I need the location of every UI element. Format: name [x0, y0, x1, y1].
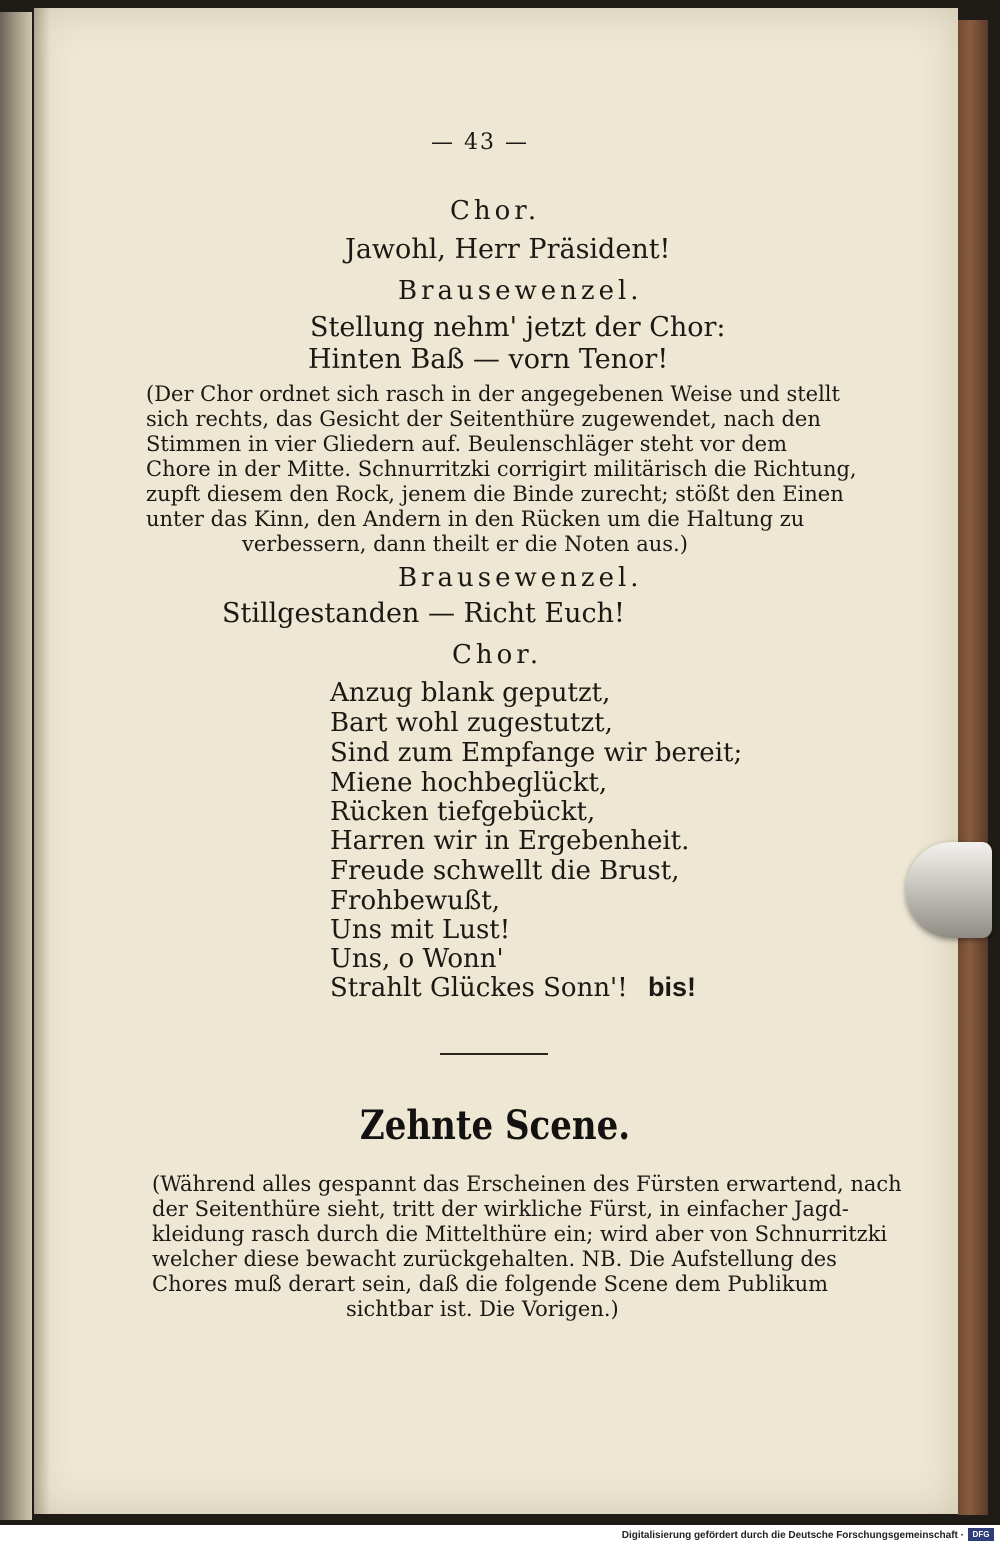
- stage-direction-line: sich rechts, das Gesicht der Seitenthüre zugewendet, nach den: [146, 407, 821, 431]
- scene-heading: Zehnte Scene.: [359, 1102, 631, 1149]
- speaker-chor: Chor.: [450, 196, 541, 226]
- stage-direction-line: verbessern, dann theilt er die Noten aus.): [242, 532, 688, 556]
- speaker-brausewenzel: Brausewenzel.: [398, 563, 643, 593]
- repeat-mark: bis!: [648, 972, 697, 1002]
- stage-direction-line: (Der Chor ordnet sich rasch in der angegebenen Weise und stellt: [146, 382, 840, 406]
- speaker-brausewenzel: Brausewenzel.: [398, 276, 643, 306]
- section-divider: [440, 1053, 548, 1055]
- previous-page-edge: [0, 12, 32, 1520]
- dfg-logo-icon: DFG: [968, 1528, 994, 1541]
- verse-line: Frohbewußt,: [330, 886, 500, 916]
- stage-direction-line: Chores muß derart sein, daß die folgende Scene dem Publikum: [152, 1272, 829, 1296]
- stage-direction-line: kleidung rasch durch die Mittelthüre ein; wird aber von Schnurritzki: [152, 1222, 888, 1246]
- dialogue-line: Hinten Baß — vorn Tenor!: [308, 344, 669, 375]
- verse-line: Freude schwellt die Brust,: [330, 856, 680, 886]
- verse-line: Harren wir in Ergebenheit.: [330, 826, 690, 856]
- page-clip: [906, 842, 992, 938]
- page-number: — 43 —: [431, 130, 529, 155]
- stage-direction-line: (Während alles gespannt das Erscheinen des Fürsten erwartend, nach: [152, 1172, 902, 1196]
- dialogue-line: Jawohl, Herr Präsident!: [345, 234, 671, 265]
- verse-line: Miene hochbeglückt,: [330, 768, 608, 798]
- verse-line: Rücken tiefgebückt,: [330, 797, 596, 827]
- verse-line: Uns mit Lust!: [330, 915, 511, 945]
- verse-line: Sind zum Empfange wir bereit;: [330, 738, 743, 768]
- verse-line: Anzug blank geputzt,: [330, 678, 611, 708]
- stage-direction-line: Chore in der Mitte. Schnurritzki corrigirt militärisch die Richtung,: [146, 457, 857, 481]
- stage-direction-line: der Seitenthüre sieht, tritt der wirkliche Fürst, in einfacher Jagd-: [152, 1197, 849, 1221]
- stage-direction-line: sichtbar ist. Die Vorigen.): [346, 1297, 619, 1321]
- verse-line: Strahlt Glückes Sonn'!: [330, 973, 628, 1003]
- verse-line: Bart wohl zugestutzt,: [330, 708, 613, 738]
- page-gutter-shadow: [34, 8, 50, 1514]
- stage-direction-line: welcher diese bewacht zurückgehalten. NB. Die Aufstellung des: [152, 1247, 837, 1271]
- speaker-chor: Chor.: [452, 640, 543, 670]
- stage-direction-line: zupft diesem den Rock, jenem die Binde zurecht; stößt den Einen: [146, 482, 844, 506]
- dialogue-line: Stellung nehm' jetzt der Chor:: [310, 312, 726, 343]
- funding-credit: Digitalisierung gefördert durch die Deutsche Forschungsgemeinschaft ·: [621, 1530, 964, 1541]
- book-cover-edge: [958, 20, 988, 1515]
- verse-line: Uns, o Wonn': [330, 944, 504, 974]
- stage-direction-line: Stimmen in vier Gliedern auf. Beulenschläger steht vor dem: [146, 432, 788, 456]
- stage-direction-line: unter das Kinn, den Andern in den Rücken um die Haltung zu: [146, 507, 805, 531]
- dialogue-line: Stillgestanden — Richt Euch!: [222, 598, 625, 629]
